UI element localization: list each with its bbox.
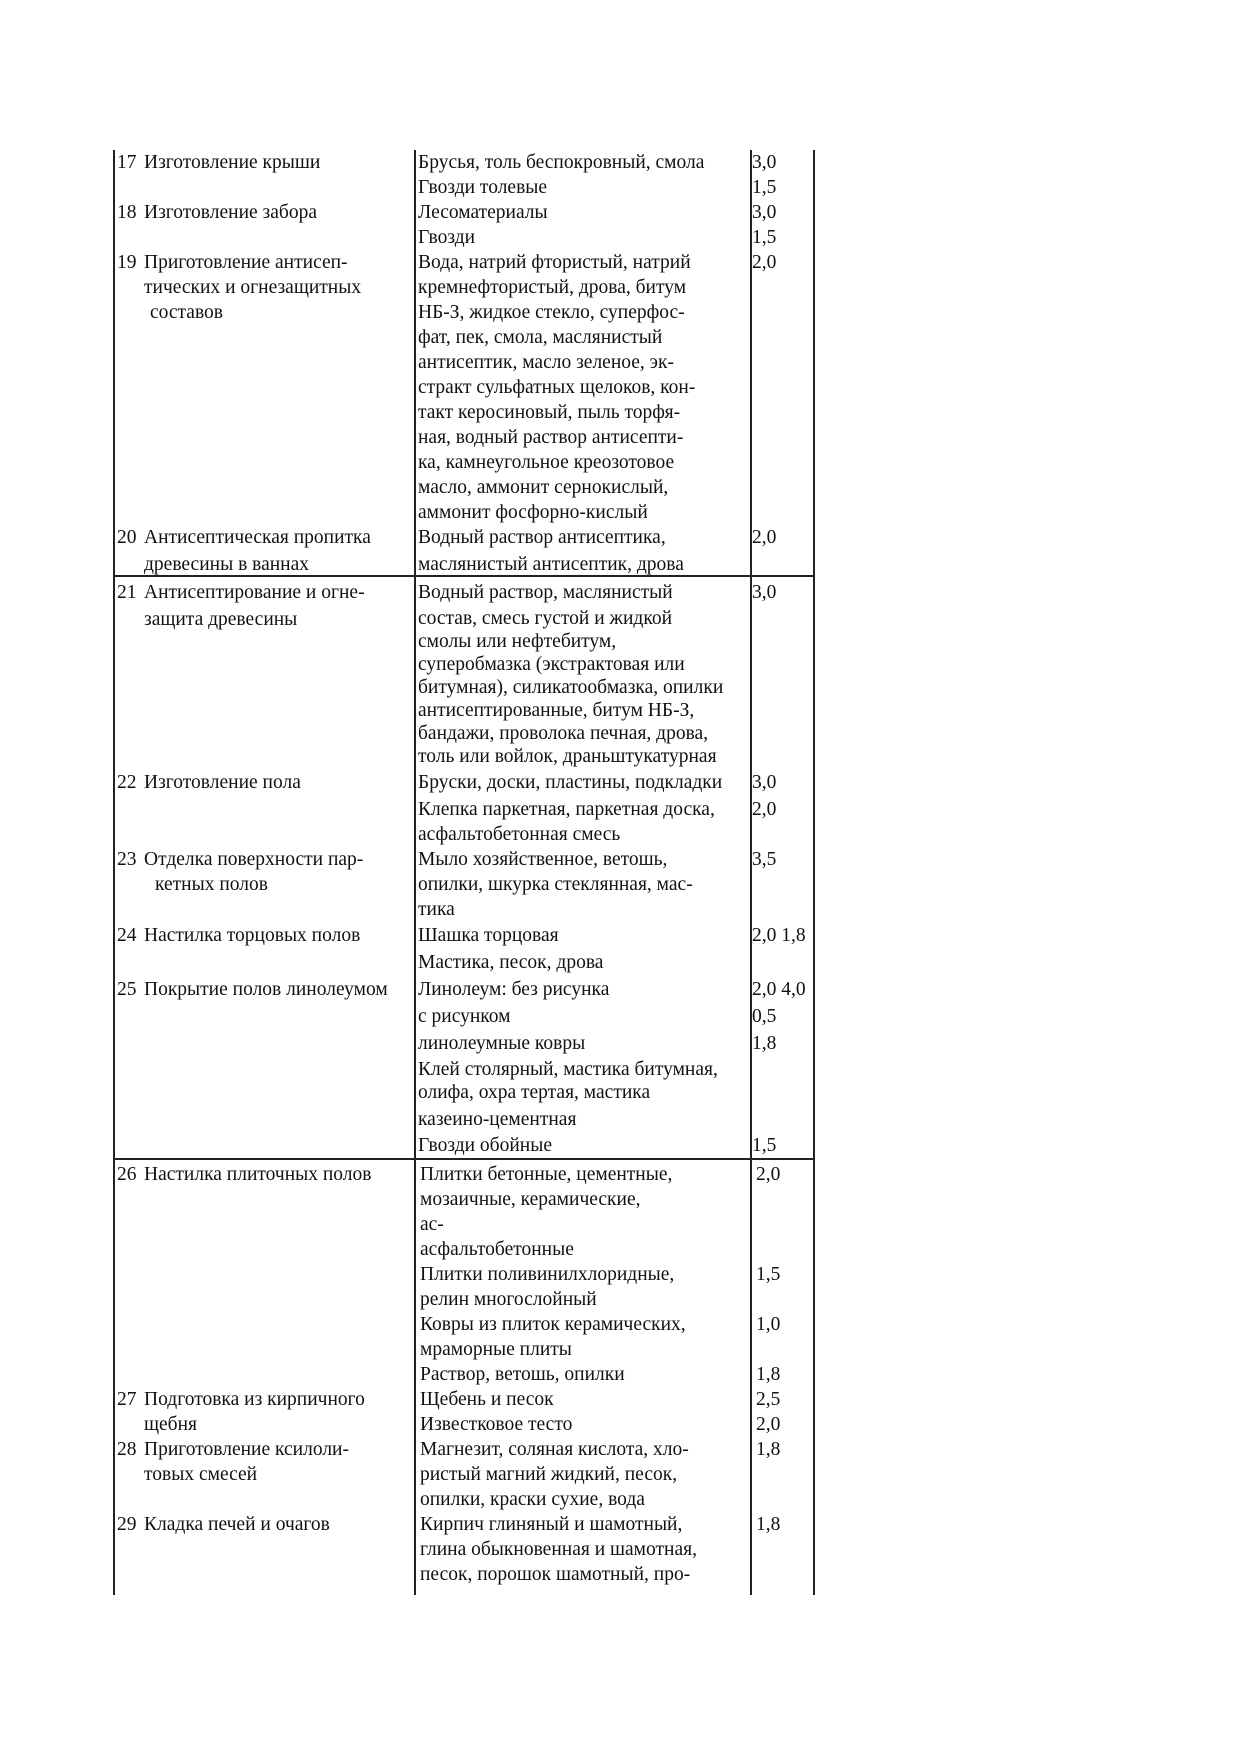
table-border-right (813, 150, 815, 1595)
material-line: стракт сульфатных щелоков, кон- (418, 377, 696, 398)
material-line: ка, камнеугольное креозотовое (418, 452, 675, 473)
norm-value: 2,0 (756, 1164, 781, 1185)
material-line: ристый магний жидкий, песок, (420, 1464, 678, 1485)
material-line: с рисунком (418, 1006, 511, 1027)
material-line: тика (418, 899, 455, 920)
material-line: Кирпич глиняный и шамотный, (420, 1514, 683, 1535)
material-line: Гвозди (418, 227, 476, 248)
work-name-line: Изготовление пола (144, 772, 301, 793)
work-name-line: Изготовление забора (144, 202, 317, 223)
norm-value: 2,0 (752, 527, 777, 548)
row-number: 17 (117, 152, 137, 173)
work-name-line: Приготовление антисеп- (144, 252, 348, 273)
row-number: 22 (117, 772, 137, 793)
material-line: состав, смесь густой и жидкой (418, 608, 673, 629)
material-line: антисептик, масло зеленое, эк- (418, 352, 674, 373)
material-line: Водный раствор антисептика, (418, 527, 666, 548)
work-name-line: Приготовление ксилоли- (144, 1439, 349, 1460)
material-line: Мыло хозяйственное, ветошь, (418, 849, 668, 870)
norm-value: 1,5 (752, 1135, 777, 1156)
material-line: Гвозди обойные (418, 1135, 552, 1156)
table-border-left (113, 150, 115, 1595)
material-line: опилки, краски сухие, вода (420, 1489, 645, 1510)
material-line: глина обыкновенная и шамотная, (420, 1539, 697, 1560)
norm-value: 3,5 (752, 849, 777, 870)
material-line: опилки, шкурка стеклянная, мас- (418, 874, 693, 895)
work-name-line: кетных полов (155, 874, 268, 895)
material-line: кремнефтористый, дрова, битум (418, 277, 687, 298)
material-line: Магнезит, соляная кислота, хло- (420, 1439, 689, 1460)
material-line: Щебень и песок (420, 1389, 554, 1410)
norm-value: 1,8 (752, 1033, 777, 1054)
material-line: такт керосиновый, пыль торфя- (418, 402, 681, 423)
row-number: 26 (117, 1164, 137, 1185)
norm-value: 1,8 (756, 1364, 781, 1385)
norm-value: 2,5 (756, 1389, 781, 1410)
work-name-line: Настилка плиточных полов (144, 1164, 372, 1185)
row-number: 28 (117, 1439, 137, 1460)
material-line: песок, порошок шамотный, про- (420, 1564, 691, 1585)
material-line: олифа, охра тертая, мастика (418, 1082, 651, 1103)
material-line: ная, водный раствор антисепти- (418, 427, 684, 448)
material-line: масло, аммонит сернокислый, (418, 477, 669, 498)
material-line: Гвозди толевые (418, 177, 548, 198)
work-name-line: Покрытие полов линолеумом (144, 979, 388, 1000)
material-line: линолеумные ковры (418, 1033, 586, 1054)
material-line: мозаичные, керамические, (420, 1189, 641, 1210)
material-line: казеино-цементная (418, 1109, 577, 1130)
row-separator (113, 1158, 813, 1160)
material-line: Раствор, ветошь, опилки (420, 1364, 625, 1385)
material-line: асфальтобетонная смесь (418, 824, 621, 845)
work-name-line: Антисептическая пропитка (144, 527, 371, 548)
material-line: Водный раствор, маслянистый (418, 582, 673, 603)
material-line: Плитки поливинилхлоридные, (420, 1264, 675, 1285)
material-line: релин многослойный (420, 1289, 597, 1310)
material-line: Шашка торцовая (418, 925, 559, 946)
work-name-line: товых смесей (144, 1464, 258, 1485)
row-number: 23 (117, 849, 137, 870)
norm-value: 1,5 (752, 227, 777, 248)
material-line: Ковры из плиток керамических, (420, 1314, 686, 1335)
work-name-line: щебня (144, 1414, 197, 1435)
work-name-line: древесины в ваннах (144, 554, 310, 575)
material-line: толь или войлок, драньштукатурная (418, 746, 717, 767)
material-line: суперобмазка (экстрактовая или (418, 654, 685, 675)
row-number: 19 (117, 252, 137, 273)
work-name-line: Кладка печей и очагов (144, 1514, 330, 1535)
row-number: 18 (117, 202, 137, 223)
norm-value: 3,0 (752, 582, 777, 603)
column-divider-materials-norm (750, 150, 752, 1595)
material-line: бандажи, проволока печная, дрова, (418, 723, 709, 744)
norm-value: 2,0 4,0 (752, 979, 806, 1000)
material-line: Известковое тесто (420, 1414, 573, 1435)
norm-value: 2,0 (752, 252, 777, 273)
material-line: Вода, натрий фтористый, натрий (418, 252, 691, 273)
material-line: Плитки бетонные, цементные, (420, 1164, 673, 1185)
row-number: 21 (117, 582, 137, 603)
material-line: мраморные плиты (420, 1339, 572, 1360)
norm-value: 3,0 (752, 152, 777, 173)
norm-value: 1,5 (756, 1264, 781, 1285)
material-line: Линолеум: без рисунка (418, 979, 610, 1000)
material-line: НБ-З, жидкое стекло, суперфос- (418, 302, 685, 323)
material-line: смолы или нефтебитум, (418, 631, 617, 652)
material-line: аммонит фосфорно-кислый (418, 502, 648, 523)
work-name-line: Подготовка из кирпичного (144, 1389, 365, 1410)
material-line: Мастика, песок, дрова (418, 952, 604, 973)
material-line: антисептированные, битум НБ-З, (418, 700, 695, 721)
row-number: 27 (117, 1389, 137, 1410)
material-line: битумная), силикатообмазка, опилки (418, 677, 724, 698)
material-line: Лесоматериалы (418, 202, 548, 223)
material-line: фат, пек, смола, маслянистый (418, 327, 663, 348)
work-name-line: Отделка поверхности пар- (144, 849, 364, 870)
work-name-line: Изготовление крыши (144, 152, 321, 173)
norm-value: 1,8 (756, 1514, 781, 1535)
row-number: 24 (117, 925, 137, 946)
material-line: Клепка паркетная, паркетная доска, (418, 799, 715, 820)
norm-value: 1,8 (756, 1439, 781, 1460)
norm-value: 0,5 (752, 1006, 777, 1027)
column-divider-work-materials (414, 150, 416, 1595)
row-number: 20 (117, 527, 137, 548)
norm-value: 1,0 (756, 1314, 781, 1335)
work-name-line: защита древесины (144, 609, 298, 630)
work-name-line: тических и огнезащитных (144, 277, 362, 298)
work-name-line: Антисептирование и огне- (144, 582, 365, 603)
work-name-line: Настилка торцовых полов (144, 925, 361, 946)
material-line: асфальтобетонные (420, 1239, 574, 1260)
row-number: 29 (117, 1514, 137, 1535)
material-line: Брусья, толь беспокровный, смола (418, 152, 705, 173)
material-line: маслянистый антисептик, дрова (418, 554, 684, 575)
norm-value: 1,5 (752, 177, 777, 198)
material-line: Клей столярный, мастика битумная, (418, 1059, 718, 1080)
norm-value: 3,0 (752, 772, 777, 793)
work-name-line: составов (150, 302, 223, 323)
norm-value: 2,0 (756, 1414, 781, 1435)
row-number: 25 (117, 979, 137, 1000)
material-line: ас- (420, 1214, 444, 1235)
norm-value: 2,0 1,8 (752, 925, 806, 946)
material-line: Бруски, доски, пластины, подкладки (418, 772, 723, 793)
norm-value: 3,0 (752, 202, 777, 223)
norm-value: 2,0 (752, 799, 777, 820)
